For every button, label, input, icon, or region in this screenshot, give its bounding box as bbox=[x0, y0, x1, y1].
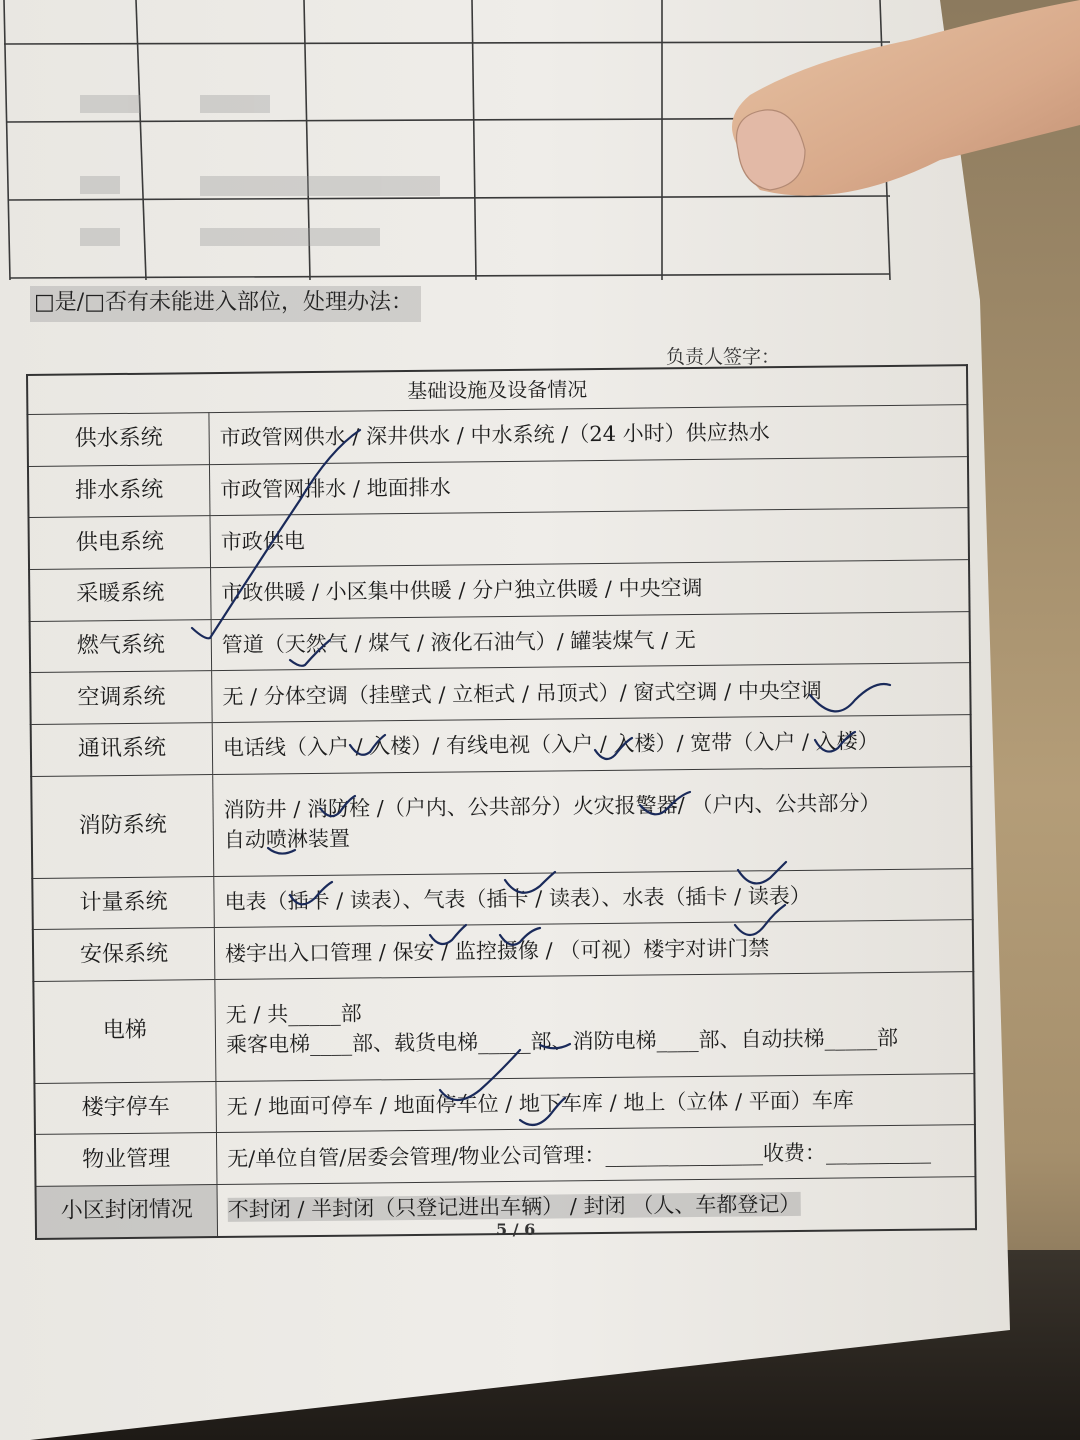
table-row bbox=[31, 766, 972, 878]
row-value: 楼宇出入口管理 / 保安 / 监控摄像 / （可视）楼宇对讲门禁 bbox=[214, 920, 973, 980]
row-value: 市政供暖 / 小区集中供暖 / 分户独立供暖 / 中央空调 bbox=[211, 560, 970, 620]
row-value bbox=[213, 766, 973, 876]
row-value-line2: 乘客电梯____部、载货电梯_____部、消防电梯____部、自动扶梯_____部 bbox=[225, 1026, 899, 1058]
thumb-image bbox=[720, 0, 1080, 200]
access-notice: □是/□否有未能进入部位，处理办法： bbox=[30, 286, 421, 322]
row-label: 供电系统 bbox=[29, 516, 211, 570]
row-value: 管道（天然气 / 煤气 / 液化石油气）/ 罐装煤气 / 无 bbox=[211, 611, 970, 671]
table-row bbox=[33, 972, 974, 1084]
row-value: 无 / 分体空调（挂壁式 / 立柜式 / 吊顶式）/ 窗式空调 / 中央空调 bbox=[212, 663, 971, 723]
row-value bbox=[217, 1177, 976, 1237]
row-label: 通讯系统 bbox=[31, 723, 213, 777]
row-value-line2: 自动喷淋装置 bbox=[223, 826, 351, 853]
row-label: 消防系统 bbox=[31, 774, 214, 878]
row-value-line1: 消防井 / 消防栓 /（户内、公共部分）火灾报警器/ （户内、公共部分） bbox=[223, 791, 881, 823]
row-value: 市政管网供水 / 深井供水 / 中水系统 /（24 小时）供应热水 bbox=[209, 405, 968, 465]
row-label: 供水系统 bbox=[27, 413, 209, 467]
row-value: 无/单位自管/居委会管理/物业公司管理：_______________收费：__________ bbox=[216, 1125, 975, 1185]
signer-label: 负责人签字： bbox=[666, 346, 781, 368]
row-label: 采暖系统 bbox=[29, 568, 211, 622]
row-value: 电表（插卡 / 读表）、气表（插卡 / 读表）、水表（插卡 / 读表） bbox=[214, 868, 973, 928]
row-value-line1: 无 / 共_____部 bbox=[225, 1001, 362, 1028]
row-value: 电话线（入户 / 入楼）/ 有线电视（入户 / 入楼）/ 宽带（入户 / 入楼） bbox=[212, 715, 971, 775]
row-label: 安保系统 bbox=[33, 928, 215, 982]
row-label: 计量系统 bbox=[32, 876, 214, 930]
row-label: 物业管理 bbox=[35, 1133, 217, 1187]
row-label: 排水系统 bbox=[28, 464, 210, 518]
row-label: 空调系统 bbox=[30, 671, 212, 725]
row-value: 市政管网排水 / 地面排水 bbox=[209, 456, 968, 516]
row-value-highlight: 不封闭 / 半封闭（只登记进出车辆） / 封闭 （人、车都登记） bbox=[227, 1192, 801, 1223]
section-title: 基础设施及设备情况 bbox=[27, 365, 967, 414]
row-label: 小区封闭情况 bbox=[36, 1185, 218, 1239]
row-value: 无 / 地面可停车 / 地面停车位 / 地下车库 / 地上（立体 / 平面）车库 bbox=[216, 1073, 975, 1133]
row-value: 市政供电 bbox=[210, 508, 969, 568]
row-label: 楼宇停车 bbox=[34, 1081, 216, 1135]
row-label: 电梯 bbox=[33, 979, 216, 1083]
row-value bbox=[215, 972, 975, 1082]
facilities-table bbox=[26, 364, 977, 1240]
row-label: 燃气系统 bbox=[30, 619, 212, 673]
page-number: 5 / 6 bbox=[496, 1220, 536, 1239]
